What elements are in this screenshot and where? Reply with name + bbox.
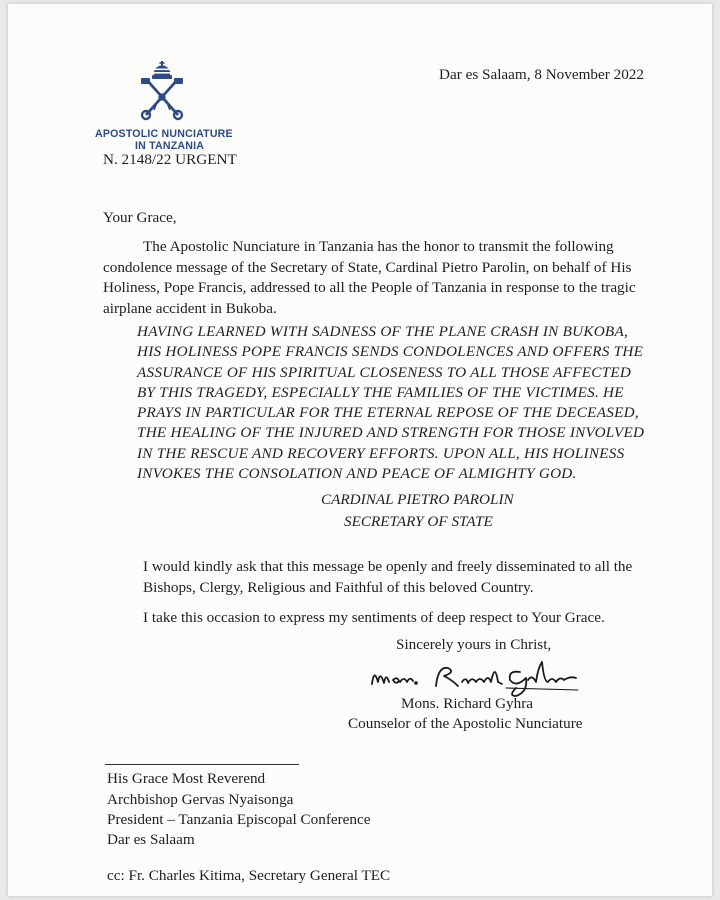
recipient-line: His Grace Most Reverend bbox=[107, 770, 266, 787]
recipient-line: President – Tanzania Episcopal Conference bbox=[107, 811, 371, 828]
closing-phrase: Sincerely yours in Christ, bbox=[396, 636, 552, 653]
paragraph-transmittal bbox=[103, 237, 648, 319]
nunciature-location: IN TANZANIA bbox=[135, 140, 205, 152]
address-divider bbox=[105, 764, 299, 765]
signatory-name: Mons. Richard Gyhra bbox=[401, 695, 534, 712]
message-line: HAVING LEARNED WITH SADNESS OF THE PLANE CRASH IN BUKOBA, bbox=[137, 323, 629, 340]
carbon-copy: cc: Fr. Charles Kitima, Secretary General TEC bbox=[107, 867, 391, 884]
message-line: BY THIS TRAGEDY, ESPECIALLY THE FAMILIES OF THE VICTIMES. HE bbox=[137, 383, 624, 401]
paragraph-line: airplane accident in Bukoba. bbox=[103, 299, 277, 317]
recipient-line: Dar es Salaam bbox=[107, 831, 195, 848]
message-signatory-name: CARDINAL PIETRO PAROLIN bbox=[321, 491, 514, 508]
greeting: Your Grace, bbox=[103, 209, 177, 226]
handwritten-signature bbox=[358, 658, 584, 698]
letter-page bbox=[8, 4, 712, 896]
recipient-line: Archbishop Gervas Nyaisonga bbox=[107, 791, 294, 808]
message-line: IN THE RESCUE AND RECOVERY EFFORTS. UPON ALL, HIS HOLINESS bbox=[137, 444, 625, 462]
message-line: INVOKES THE CONSOLATION AND PEACE OF ALMIGHTY GOD. bbox=[137, 465, 577, 483]
signatory-title: Counselor of the Apostolic Nunciature bbox=[348, 715, 583, 732]
paragraph-respect: I take this occasion to express my sentiments of deep respect to Your Grace. bbox=[143, 609, 605, 626]
nunciature-name: APOSTOLIC NUNCIATURE bbox=[95, 128, 233, 140]
protocol-number: N. 2148/22 URGENT bbox=[103, 151, 237, 168]
message-line: ASSURANCE OF HIS SPIRITUAL CLOSENESS TO ALL THOSE AFFECTED bbox=[137, 363, 632, 381]
message-signatory-title: SECRETARY OF STATE bbox=[344, 513, 493, 530]
letter-date: Dar es Salaam, 8 November 2022 bbox=[439, 66, 644, 83]
message-line: HIS HOLINESS POPE FRANCIS SENDS CONDOLENCES AND OFFERS THE bbox=[137, 343, 644, 361]
message-line: PRAYS IN PARTICULAR FOR THE ETERNAL REPOSE OF THE DECEASED, bbox=[137, 404, 639, 422]
message-line: THE HEALING OF THE INJURED AND STRENGTH FOR THOSE INVOLVED bbox=[137, 424, 645, 442]
paragraph-line: The Apostolic Nunciature in Tanzania has the honor to transmit the following bbox=[143, 238, 614, 255]
condolence-message bbox=[137, 322, 644, 484]
paragraph-dissemination: I would kindly ask that this message be openly and freely disseminated to all the Bishops, Clergy, Religious and Faithful of this beloved Country. bbox=[143, 558, 633, 596]
papal-crest-icon bbox=[132, 60, 192, 122]
paragraph-line: condolence message of the Secretary of State, Cardinal Pietro Parolin, on behalf of His bbox=[103, 258, 632, 276]
paragraph-line: Holiness, Pope Francis, addressed to all the People of Tanzania in response to the tragic bbox=[103, 279, 636, 296]
